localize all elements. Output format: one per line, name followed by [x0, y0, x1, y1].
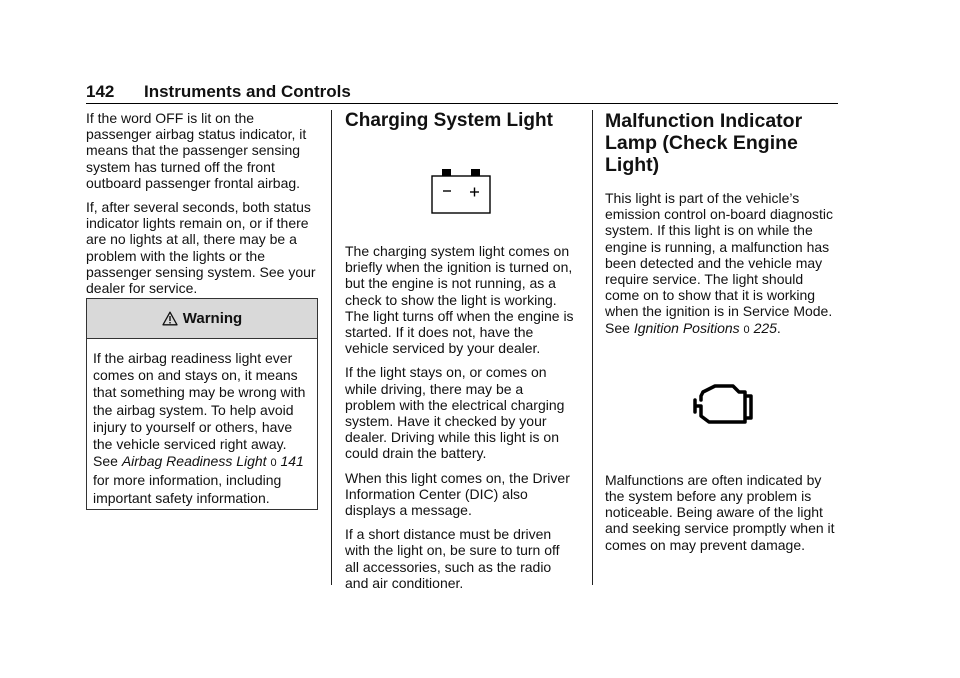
column-divider	[592, 110, 593, 585]
check-engine-icon	[689, 382, 755, 430]
paragraph: If the word OFF is lit on the passenger airbag status indicator, it means that the passenger sensing system has turned off the front outboard passenger frontal airbag.	[86, 110, 307, 191]
paragraph: If, after several seconds, both status indicator lights remain on, or if there are no lights at all, there may be a problem with the lights or the passenger sensing system. See your dealer for service.	[86, 199, 316, 297]
paragraph: If the light stays on, or comes on while driving, there may be a problem with the electrical charging system. Have it checked by your dealer. Driving while this light is on could drain the battery.	[345, 364, 565, 462]
warning-header	[87, 299, 317, 339]
warning-text-after: for more information, including important safety information.	[93, 472, 282, 506]
warning-body	[87, 339, 317, 507]
page-ref[interactable]: 141	[280, 453, 304, 470]
heading-charging-system-light: Charging System Light	[345, 110, 553, 131]
warning-box	[86, 298, 318, 510]
page-ref[interactable]: 225	[753, 319, 777, 336]
airbag-readiness-link[interactable]: Airbag Readiness Light	[121, 453, 267, 470]
paragraph: The charging system light comes on briefly when the ignition is turned on, but the engine is not running, as a check to show the light is working. The light turns off when the engine is started. If it does not, have the vehicle serviced by your dealer.	[345, 243, 574, 357]
battery-icon-wrap	[345, 131, 577, 243]
ignition-positions-link[interactable]: Ignition Positions	[633, 319, 740, 336]
column-1	[86, 110, 318, 304]
page-header	[86, 82, 838, 104]
warning-text: If the airbag readiness light ever comes on and stays on, it means that something may be wrong with the airbag system. To help avoid injury to yourself or others, have the vehicle serviced right away. See	[93, 350, 306, 470]
paragraph: When this light comes on, the Driver Information Center (DIC) also displays a message.	[345, 469, 570, 519]
column-2	[345, 110, 577, 599]
column-3	[605, 110, 838, 561]
paragraph-text-after: .	[776, 319, 781, 336]
page-ref-icon: 0	[743, 323, 750, 336]
warning-title: Warning	[182, 310, 243, 327]
battery-icon	[429, 167, 493, 217]
paragraph: If a short distance must be driven with the light on, be sure to turn off all accessories, such as the radio and air conditioner.	[345, 526, 560, 591]
page-ref-icon: 0	[270, 457, 277, 470]
engine-icon-wrap	[605, 346, 838, 472]
paragraph-text: This light is part of the vehicle’s emission control on-board diagnostic system. If this light is on while the engine is running, a malfunction has been detected and the vehicle may require service. The light should come on to show that it is working when the ignition is in Service Mode. See	[605, 190, 834, 336]
paragraph: Malfunctions are often indicated by the system before any problem is noticeable. Being aware of the light and seeking service promptly when it comes on may prevent damage.	[605, 471, 835, 553]
warning-triangle-icon	[162, 311, 178, 326]
section-title: Instruments and Controls	[144, 82, 351, 101]
page-number: 142	[86, 82, 115, 101]
column-divider	[331, 110, 332, 585]
paragraph	[605, 190, 838, 338]
heading-malfunction-indicator-lamp: Malfunction Indicator Lamp (Check Engine Light)	[605, 110, 803, 176]
